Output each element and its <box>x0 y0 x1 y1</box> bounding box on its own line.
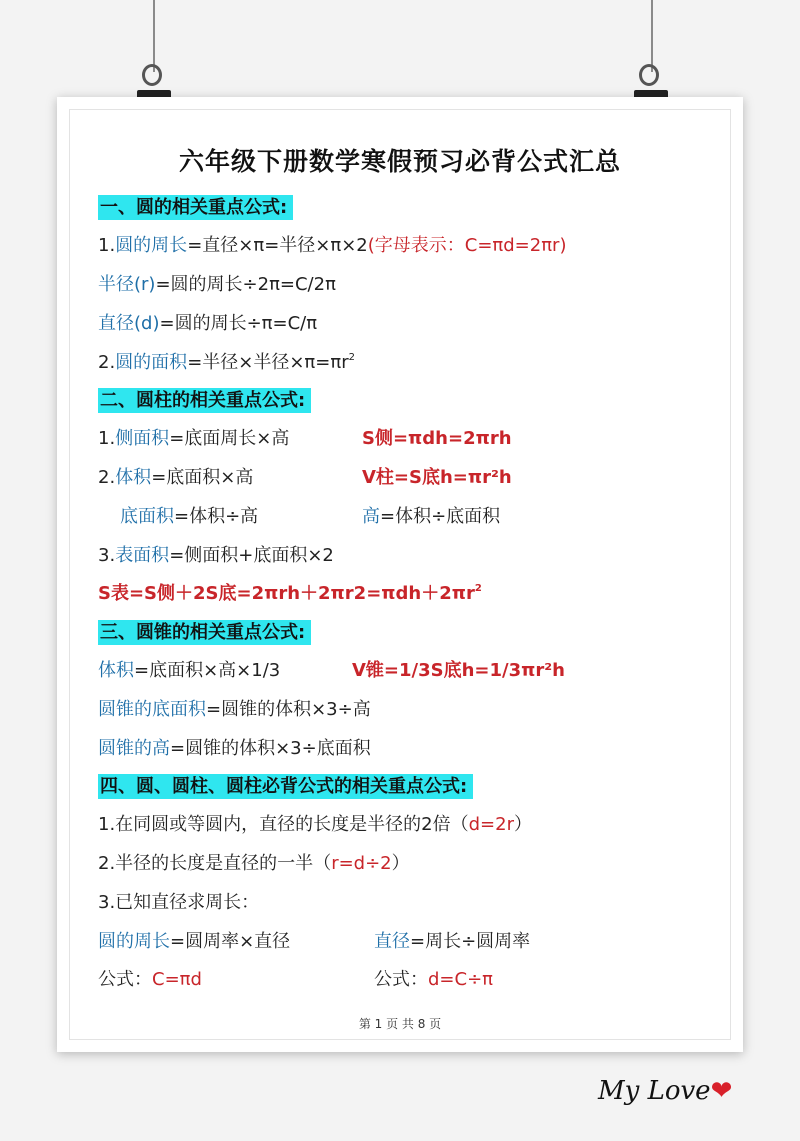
formula-highlight: S侧=πdh=2πrh <box>362 428 512 449</box>
signature-text: My Love <box>598 1076 711 1106</box>
hanging-wire-right <box>651 0 653 72</box>
term: 圆锥的底面积 <box>98 699 206 720</box>
s1-line4 <box>98 350 355 376</box>
s2-line4 <box>98 543 334 569</box>
formula-text: =半径×半径×π=πr <box>187 352 349 373</box>
item-number: 2. <box>98 467 116 488</box>
s4-line5 <box>98 967 202 993</box>
term: 直径 <box>374 931 410 952</box>
s2-line3-right <box>362 504 500 530</box>
formula-highlight: d=2r <box>468 814 514 835</box>
term: 高 <box>362 506 380 527</box>
section3-header-row <box>98 620 311 646</box>
term: 表面积 <box>115 545 170 566</box>
s3-line1-formula <box>352 658 565 684</box>
formula-label: 公式： <box>98 969 152 990</box>
s1-line1 <box>98 233 566 259</box>
term: 圆锥的高 <box>98 738 170 759</box>
s4-line3 <box>98 890 259 916</box>
s2-line5 <box>98 581 482 607</box>
formula-text: =圆的周长÷π=C/π <box>159 313 318 334</box>
formula-text: =圆锥的体积×3÷高 <box>206 699 371 720</box>
formula-text: =圆锥的体积×3÷底面积 <box>170 738 371 759</box>
section2-header: 二、圆柱的相关重点公式: <box>98 388 311 413</box>
s1-line2 <box>98 272 336 298</box>
s3-line1 <box>98 658 280 684</box>
hanging-wire-left <box>153 0 155 72</box>
superscript: 2 <box>474 583 482 594</box>
term: 圆的周长 <box>115 235 188 256</box>
formula-highlight: r=d÷2 <box>331 853 392 874</box>
formula-text: =周长÷圆周率 <box>410 931 531 952</box>
s4-line4-right <box>374 929 530 955</box>
formula-text: =圆周率×直径 <box>170 931 291 952</box>
s2-line2-formula <box>362 465 512 491</box>
section3-header: 三、圆锥的相关重点公式: <box>98 620 311 645</box>
statement-text: 2.半径的长度是直径的一半 <box>98 853 314 874</box>
formula-highlight: d=C÷π <box>428 969 493 990</box>
paren: （ <box>313 853 332 874</box>
formula-highlight: S表=S侧＋2S底=2πrh＋2πr2=πdh＋2πr <box>98 583 475 604</box>
formula-text: =侧面积+底面积×2 <box>169 545 334 566</box>
formula-text: =体积÷底面积 <box>380 506 501 527</box>
paren: ） <box>514 814 532 835</box>
item-number: 2. <box>98 352 116 373</box>
term: 体积 <box>98 660 134 681</box>
section4-header: 四、圆、圆柱、圆柱必背公式的相关重点公式: <box>98 774 473 799</box>
signature <box>598 1076 732 1106</box>
paren: ） <box>391 853 410 874</box>
s2-line2 <box>98 465 253 491</box>
formula-highlight: C=πd <box>152 969 202 990</box>
statement-text: 3.已知直径求周长： <box>98 892 260 913</box>
formula-label: 公式： <box>374 969 428 990</box>
item-number: 1. <box>98 235 116 256</box>
s1-line3 <box>98 311 317 337</box>
page-footer: 第 1 页 共 8 页 <box>358 1017 442 1031</box>
s2-line1 <box>98 426 289 452</box>
formula-highlight: V柱=S底h=πr²h <box>362 467 512 488</box>
s3-line2 <box>98 697 371 723</box>
s2-line3 <box>120 504 258 530</box>
item-number: 3. <box>98 545 116 566</box>
formula-text: =底面积×高 <box>151 467 254 488</box>
s4-line5-right <box>374 967 493 993</box>
term: 半径(r) <box>98 274 156 295</box>
term: 侧面积 <box>115 428 170 449</box>
term: 底面积 <box>120 506 174 527</box>
item-number: 1. <box>98 428 116 449</box>
formula-text: =圆的周长÷2π=C/2π <box>155 274 336 295</box>
term: 直径(d) <box>98 313 160 334</box>
s4-line2 <box>98 851 410 877</box>
formula-text: =底面积×高×1/3 <box>134 660 281 681</box>
term: 圆的面积 <box>115 352 188 373</box>
formula-highlight: V锥=1/3S底h=1/3πr²h <box>352 660 565 681</box>
heart-icon: ❤ <box>710 1076 733 1106</box>
statement-text: 1.在同圆或等圆内，直径的长度是半径的2倍 <box>98 814 451 835</box>
formula-highlight: (字母表示：C=πd=2πr) <box>367 235 567 256</box>
paren: （ <box>450 814 469 835</box>
section2-header-row <box>98 388 311 414</box>
section1-header-row <box>98 195 293 221</box>
formula-text: =体积÷高 <box>174 506 259 527</box>
formula-text: =直径×π=半径×π×2 <box>187 235 368 256</box>
s2-line1-formula <box>362 426 512 452</box>
formula-text: =底面周长×高 <box>169 428 290 449</box>
s3-line3 <box>98 736 371 762</box>
section4-header-row <box>98 774 473 800</box>
term: 圆的周长 <box>98 931 170 952</box>
s4-line1 <box>98 812 532 838</box>
section1-header: 一、圆的相关重点公式: <box>98 195 293 220</box>
term: 体积 <box>115 467 152 488</box>
page-title: 六年级下册数学寒假预习必背公式汇总 <box>178 147 621 176</box>
s4-line4 <box>98 929 290 955</box>
superscript: 2 <box>348 352 355 363</box>
